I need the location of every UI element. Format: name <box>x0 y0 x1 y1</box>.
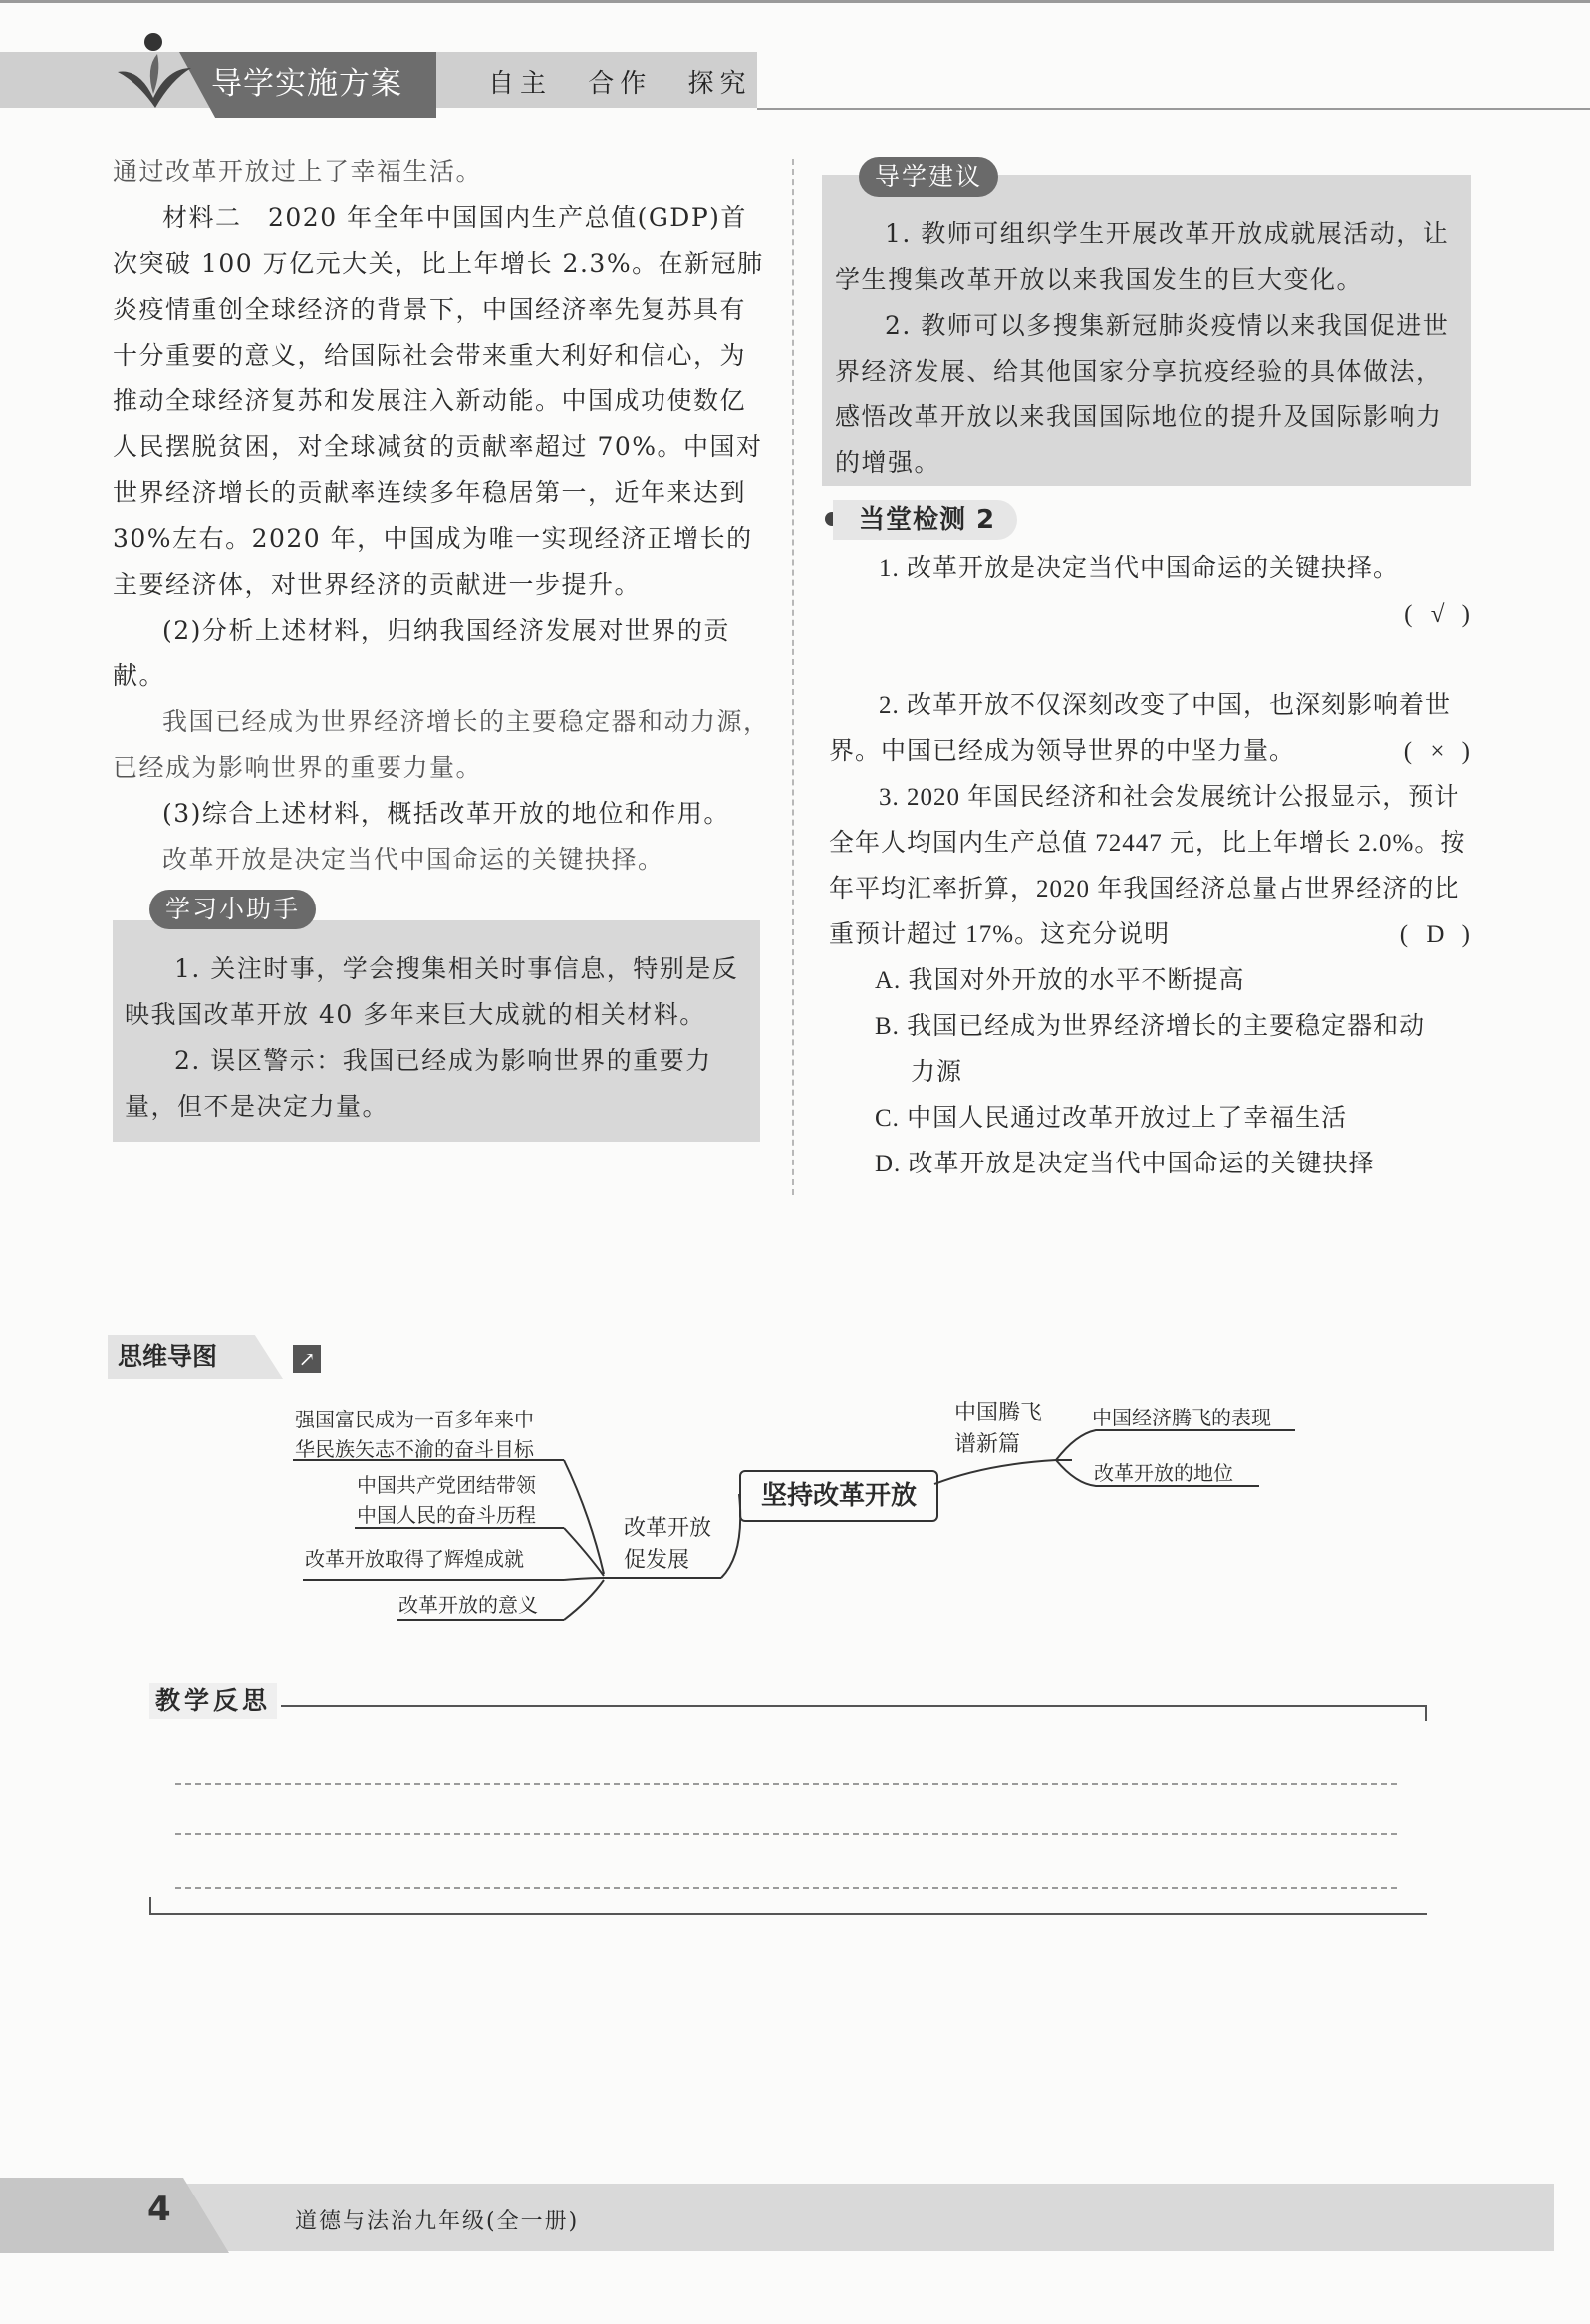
expand-arrow-icon: ↗ <box>293 1345 321 1373</box>
reflection-writing-line-2[interactable] <box>175 1833 1397 1835</box>
option-c: C. 中国人民通过改革开放过上了幸福生活 <box>875 1105 1348 1132</box>
test-question-3: 3. 2020 年国民经济和社会发展统计公报显示，预计全年人均国内生产总值 72447 元，比上年增长 2.0%。按年平均汇率折算，2020 年我国经济总量占世界经济的比重预计超过 17%。这充分说明 ( D ) <box>829 775 1476 958</box>
mind-map-leaf-goal-a: 强国富民成为一百多年来中 <box>295 1408 534 1431</box>
answer-continuation: 通过改革开放过上了幸福生活。 <box>113 157 483 186</box>
suggestion-2: 2. 教师可以多搜集新冠肺炎疫情以来我国促进世界经济发展、给其他国家分享抗疫经验的具体做法，感悟改革开放以来我国国际地位的提升及国际影响力的增强。 <box>835 311 1450 477</box>
book-title: 道德与法治九年级(全一册) <box>295 2209 580 2234</box>
mind-map-leaf-economy: 中国经济腾飞的表现 <box>1092 1406 1271 1429</box>
reflection-bottom-corner <box>149 1897 151 1913</box>
reflection-bottom-rule <box>149 1913 1427 1915</box>
mind-map-branch-left-2: 促发展 <box>624 1548 690 1573</box>
mind-map-leaf-significance: 改革开放的意义 <box>398 1593 538 1617</box>
test-answer-3: ( D ) <box>1399 921 1476 948</box>
mind-map-leaf-goal-b: 华民族矢志不渝的奋斗目标 <box>295 1437 534 1461</box>
helper-tip-1: 1. 关注时事，学会搜集相关时事信息，特别是反映我国改革开放 40 多年来巨大成就的相关材料。 <box>125 954 739 1029</box>
suggestion-1: 1. 教师可组织学生开展改革开放成就展活动，让学生搜集改革开放以来我国发生的巨大变化。 <box>835 219 1450 294</box>
answer-3: 改革开放是决定当代中国命运的关键抉择。 <box>162 845 664 874</box>
question-3: (3)综合上述材料，概括改革开放的地位和作用。 <box>162 799 730 828</box>
mind-map-branch-right-1: 中国腾飞 <box>954 1401 1043 1425</box>
helper-tip-2: 2. 误区警示：我国已经成为影响世界的重要力量，但不是决定力量。 <box>125 1046 712 1121</box>
footer-band <box>0 2184 1554 2251</box>
reflection-tag: 教学反思 <box>149 1683 277 1719</box>
mind-map-leaf-achievements: 改革开放取得了辉煌成就 <box>305 1547 524 1571</box>
mind-map-tag: 思维导图 <box>118 1342 218 1371</box>
reflection-writing-line-3[interactable] <box>175 1887 1397 1889</box>
reflection-writing-line-1[interactable] <box>175 1783 1397 1785</box>
test-answer-1: ( √ ) <box>1404 601 1476 628</box>
material-two: 材料二 2020 年全年中国国内生产总值(GDP)首次突破 100 万亿元大关，比上年增长 2.3%。在新冠肺炎疫情重创全球经济的背景下，中国经济率先复苏具有十分重要的意义，给国际社会带来重大利好和信心，为推动全球经济复苏和发展注入新动能。中国成功使数亿人民摆脱贫困，对全球减贫的贡献率超过 70%。中国对世界经济增长的贡献率连续多年稳居第一，近年来达到 30%左右。2020 年，中国成为唯一实现经济正增长的主要经济体，对世界经济的贡献进一步提升。 <box>113 203 764 599</box>
reflection-top-rule <box>281 1705 1427 1707</box>
answer-2: 我国已经成为世界经济增长的主要稳定器和动力源，已经成为影响世界的重要力量。 <box>113 707 770 782</box>
option-b: B. 我国已经成为世界经济增长的主要稳定器和动 <box>875 1013 1426 1040</box>
mind-map-branch-left-1: 改革开放 <box>624 1516 712 1541</box>
option-d: D. 改革开放是决定当代中国命运的关键抉择 <box>875 1151 1375 1177</box>
question-2: (2)分析上述材料，归纳我国经济发展对世界的贡献。 <box>113 616 730 690</box>
test-question-2: 2. 改革开放不仅深刻改变了中国，也深刻影响着世界。中国已经成为领导世界的中坚力量。 ( × ) <box>829 683 1476 775</box>
mind-map-leaf-party-b: 中国人民的奋斗历程 <box>357 1503 536 1527</box>
option-b-cont: 力源 <box>911 1059 963 1086</box>
mind-map-center: 坚持改革开放 <box>739 1470 938 1522</box>
test-answer-2: ( × ) <box>1403 738 1476 765</box>
in-class-test-title: 当堂检测 2 <box>833 500 1017 540</box>
mind-map-leaf-party-a: 中国共产党团结带领 <box>357 1473 536 1497</box>
option-a: A. 我国对外开放的水平不断提高 <box>875 967 1245 994</box>
test-question-1: 1. 改革开放是决定当代中国命运的关键抉择。 <box>879 555 1400 582</box>
reflection-corner <box>1425 1705 1427 1721</box>
teaching-suggestion-tag: 导学建议 <box>859 157 998 197</box>
header-title: 导学实施方案 <box>211 66 402 102</box>
mind-map-leaf-status: 改革开放的地位 <box>1094 1461 1233 1485</box>
header-subtitle: 自主 合作 探究 <box>488 69 752 99</box>
page-number: 4 <box>147 2190 171 2229</box>
mind-map-branch-right-2: 谱新篇 <box>954 1432 1021 1457</box>
study-helper-tag: 学习小助手 <box>149 890 316 929</box>
